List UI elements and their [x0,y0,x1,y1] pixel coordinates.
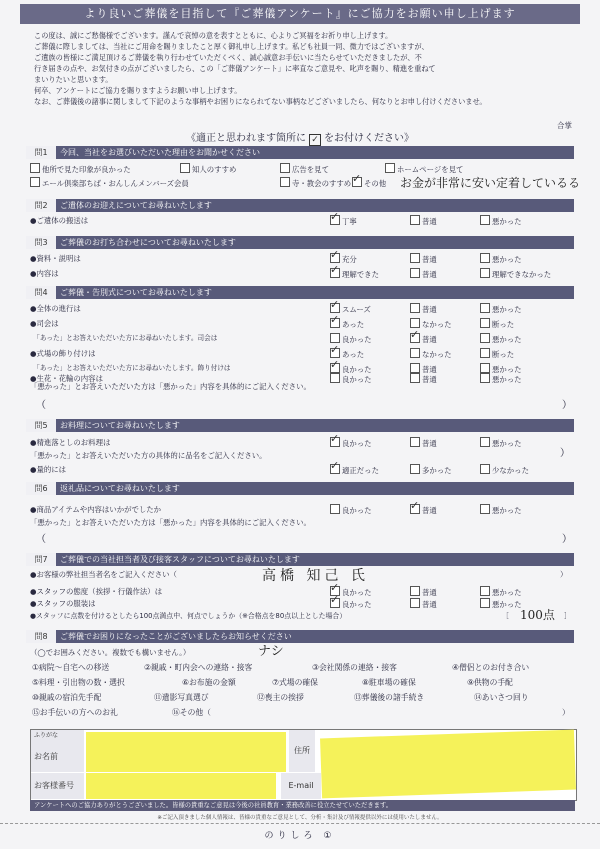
checkbox-checked[interactable] [330,432,340,447]
checkbox[interactable] [480,373,490,383]
check-icon: ✓ [330,298,340,311]
intro-line: まいりたいと思います。 [34,75,113,84]
option-label: 悪かった [492,439,522,448]
section-q8 [26,630,574,643]
furigana-label: ふりがな [31,730,84,742]
option-label: 普通 [422,506,437,515]
checkbox[interactable] [410,437,420,447]
option-label: 知人のすすめ [192,165,237,174]
intro-line: なお、ご葬儀後の諸事に関しまして下記のような事柄やお困りになられてない事柄などございましたら、何なりとお申し付けくださいませ。 [34,97,487,106]
option-label: 悪かった [492,600,522,609]
question-text: ●量的には [30,465,67,474]
option-label: 寺・教会のすすめ [292,179,352,188]
q8-answer: ナシ [258,644,284,659]
option-label: 普通 [422,255,437,264]
paren-open: （ [36,534,46,545]
list-item: ⑨供物の手配 [467,678,513,687]
check-icon: ✓ [410,499,420,512]
section-q4 [26,286,574,299]
paren-close: ） [562,708,570,717]
option-label: 丁寧 [342,217,357,226]
q7-score-row [30,611,575,622]
list-item: ②親戚・町内会への連絡・接客 [144,663,253,672]
checkbox[interactable] [330,504,340,514]
checkbox[interactable] [330,373,340,383]
check-icon: ✓ [410,328,420,341]
checkbox[interactable] [410,363,420,373]
intro-line: 行き届きの点や、お気付きの点がございましたら、この「ご葬儀アンケート」に率直なご意見や、叱声を賜り、精進を重ねて [34,64,436,73]
section-number: 問4 [26,286,56,299]
check-icon: ✓ [330,432,340,445]
score-answer: 100点 [520,608,555,622]
checkbox-checked[interactable] [330,298,340,313]
checkbox[interactable] [480,363,490,373]
checkbox[interactable] [410,598,420,608]
note-text: 「悪かった」とお答えいただいた方の具体的に品名をご記入ください。 [30,451,267,460]
question-text: ●全体の進行は [30,304,81,313]
checkbox[interactable] [280,163,290,173]
list-item: ⑯その他（ [172,708,211,717]
checkbox[interactable] [480,253,490,263]
checkbox-checked[interactable] [410,328,420,343]
option-label: 普通 [422,365,437,374]
option-label: 悪かった [492,506,522,515]
intro-text [34,30,574,107]
option-label: 良かった [342,588,372,597]
question-row [30,248,575,264]
option-label: 普通 [422,305,437,314]
check-icon: ✓ [330,210,340,223]
section-number: 問5 [26,419,56,432]
section-title: 返礼品についてお尋ねいたします [60,484,180,493]
check-icon: ✓ [330,343,340,356]
option-label: 普通 [422,439,437,448]
contact-form [30,729,577,801]
checkbox[interactable] [410,373,420,383]
question-row [30,343,575,359]
option-label: 悪かった [492,335,522,344]
option-label: 普通 [422,600,437,609]
checkbox-checked[interactable] [330,248,340,263]
option-label: ホームページを見て [397,165,464,174]
intro-line: ご遺族の皆様にご満足頂けるご葬儀を執り行わせていただくべく、誠心誠意お手伝いに当たらせていただきましたが、不 [34,53,422,62]
question-text: ●司会は [30,319,59,328]
checkbox-checked[interactable] [330,358,340,373]
checkbox-checked[interactable] [330,313,340,328]
fold-line [0,823,600,824]
checkbox[interactable] [480,303,490,313]
checkbox[interactable] [410,586,420,596]
section-title: 今回、当社をお選びいただいた理由をお聞かせください [60,148,260,157]
option-label: 良かった [342,375,372,384]
option-label: 充分 [342,255,357,264]
section-number: 問3 [26,236,56,249]
gassho-text: 合掌 [557,121,572,130]
instruction-after: をお付けください》 [324,133,414,144]
checkbox[interactable] [480,333,490,343]
option-label: 断った [492,350,515,359]
question-text: 「あった」とお答えいただいた方にお尋ねいたします。飾り付けは [30,364,231,372]
checkbox[interactable] [410,303,420,313]
check-icon: ✓ [330,248,340,261]
question-row [30,328,575,344]
checkbox[interactable] [330,333,340,343]
checkbox[interactable] [480,598,490,608]
question-text: ●商品アイテムや内容はいかがでしたか [30,505,162,514]
check-icon: ✓ [330,581,340,594]
question-row [30,581,575,597]
checkbox[interactable] [480,215,490,225]
list-item: ⑩親戚の宿泊先手配 [32,693,102,702]
question-row [30,210,575,226]
checkbox[interactable] [480,268,490,278]
check-icon: ✓ [330,313,340,326]
question-text: ●スタッフに点数を付けるとしたら100点満点中、何点でしょうか（※合格点を80点以上とした場合） [30,612,347,620]
paren-close: ） [560,570,568,579]
option-label: 少なかった [492,466,529,475]
checkbox-checked[interactable] [330,210,340,225]
section-title: お料理についてお尋ねいたします [60,421,180,430]
list-item: ⑦式場の確保 [272,678,318,687]
checkbox[interactable] [480,464,490,474]
option-label: エール倶楽部ちば・おんしんメンバーズ会員 [42,179,189,188]
checkbox[interactable] [410,268,420,278]
check-icon: ✓ [330,358,340,371]
question-row [30,593,575,609]
checkbox[interactable] [410,318,420,328]
option-label: 広告を見て [292,165,329,174]
question-row [30,459,575,475]
section-number: 問1 [26,146,56,159]
option-label: 普通 [422,335,437,344]
question-text: ●スタッフの服装は [30,599,96,608]
paren-open: （ [36,400,46,411]
question-text: ●精進落としのお料理は [30,438,111,447]
checkbox[interactable] [480,348,490,358]
option-label: 悪かった [492,375,522,384]
checkbox-checked[interactable] [330,343,340,358]
instruction [0,129,600,146]
option-label: 良かった [342,335,372,344]
question-row [30,373,575,384]
question-text: ●生花・花輪の内容は [30,374,103,383]
question-text: ●スタッフの態度（挨拶・行儀作法）は [30,587,163,596]
checkbox[interactable] [480,437,490,447]
checkbox-checked[interactable] [330,459,340,474]
question-text: 「あった」とお答えいただいた方にお尋ねいたします。司会は [30,334,218,342]
list-item: ⑭あいさつ回り [474,693,529,702]
list-item: ①病院〜自宅への移送 [32,663,110,672]
question-row [30,313,575,329]
address-label: 住所 [289,730,315,772]
section-number: 問8 [26,630,56,643]
list-item: ⑪遺影写真選び [154,693,209,702]
name-label: お名前 [31,742,84,772]
checkbox[interactable] [180,163,190,173]
option-label: 良かった [342,506,372,515]
customer-number-label: お客様番号 [31,773,84,799]
paren-open: ［ [502,612,509,620]
option-label: スムーズ [342,305,371,314]
question-row [30,432,575,448]
option-label: あった [342,350,365,359]
option-label: 断った [492,320,515,329]
intro-line: ご葬儀に際しましては、当社にご用命を賜りましたこと厚く御礼申し上げます。私ども社員一同、微力ではございますが、 [34,42,429,51]
q8-instruction [30,647,575,658]
q1-row1 [30,163,575,174]
q8-list [32,660,577,726]
check-icon: ✓ [330,593,340,606]
option-label: その他 [364,179,387,188]
q5-bad-note [30,450,575,461]
question-row [30,499,575,515]
check-icon: ✓ [330,263,340,276]
list-item: ⑧駐車場の確保 [362,678,416,687]
question-text: ●資料・説明は [30,254,81,263]
footer-bar: アンケートへのご協力ありがとうございました。皆様の貴重なご意見は今後の社員教育・業務改善に役立たせていただきます。 [30,800,575,811]
option-label: 悪かった [492,305,522,314]
note-text: 「悪かった」とお答えいただいた方は「悪かった」内容を具体的にご記入ください。 [30,382,311,391]
question-text: ●式場の飾り付けは [30,349,96,358]
question-row [30,263,575,279]
checkbox-checked[interactable] [330,263,340,278]
section-number: 問2 [26,199,56,212]
list-item: ③会社関係の連絡・接客 [312,663,397,672]
checkbox[interactable] [30,177,40,187]
option-label: なかった [422,350,452,359]
option-label: 適正だった [342,466,379,475]
paren-close: ］ [564,612,571,620]
checkbox[interactable] [410,348,420,358]
question-text: ●お客様の弊社担当者名をご記入ください（ [30,570,177,579]
option-label: 普通 [422,588,437,597]
q1-other-answer: お金が非常に安い定着しているる [400,176,581,190]
section-q3 [26,236,574,249]
checkbox[interactable] [410,253,420,263]
checkbox-checked[interactable] [410,499,420,514]
checkbox[interactable] [410,464,420,474]
intro-line: この度は、誠にご愁傷様でございます。謹んで哀悼の意を表すとともに、心よりご冥福をお祈り申し上げます。 [34,31,393,40]
list-item: ⑤料理・引出物の数・選択 [32,678,125,687]
option-label: 多かった [422,466,452,475]
checkbox[interactable] [480,504,490,514]
list-item: ④僧侶とのお付き合い [452,663,530,672]
checkbox-checked[interactable] [352,172,362,187]
intro-line: 何卒、アンケートにご協力を賜りますようお願い申し上げます。 [34,86,242,95]
checkbox-checked[interactable] [330,593,340,608]
section-q2 [26,199,574,212]
check-icon: ✓ [330,459,340,472]
checkbox[interactable] [410,215,420,225]
option-label: 普通 [422,217,437,226]
email-label: E-mail [281,773,321,799]
checkbox[interactable] [480,586,490,596]
check-icon: ✓ [352,172,362,185]
section-title: ご葬儀・告別式についてお尋ねいたします [60,288,212,297]
section-number: 問7 [26,553,56,566]
question-text: ●内容は [30,269,59,278]
fold-label: のりしろ ① [264,831,336,841]
paren-close: ） [562,534,572,545]
section-q6 [26,482,574,495]
list-item: ⑫喪主の挨拶 [257,693,304,702]
instruction-text: （◯でお囲みください。複数でも構いません。） [30,648,191,657]
note-text: 「悪かった」とお答えいただいた方は「悪かった」内容を具体的にご記入ください。 [30,518,311,527]
option-label: 他所で見た印象が良かった [42,165,131,174]
option-label: 良かった [342,600,372,609]
check-icon: ✓ [309,134,321,146]
section-q1 [26,146,574,159]
checkbox[interactable] [280,177,290,187]
survey-banner: より良いご葬儀を目指して『ご葬儀アンケート』にご協力をお願い申し上げます [20,4,580,24]
option-label: なかった [422,320,452,329]
list-item: ⑬葬儀後の諸手続き [354,693,425,702]
redaction-highlight-name [86,732,286,772]
section-number: 問6 [26,482,56,495]
redaction-highlight-number [86,773,276,799]
checkbox[interactable] [385,163,395,173]
option-label: 普通 [422,375,437,384]
option-label: 理解できた [342,270,379,279]
checkbox[interactable] [480,318,490,328]
redaction-highlight-address [320,730,576,799]
list-item: ⑥お布施の金額 [182,678,236,687]
option-label: 悪かった [492,588,522,597]
q6-bad-note [30,517,575,528]
paren-close: ） [560,448,570,459]
option-label: 悪かった [492,365,522,374]
question-text: ●ご遺体の搬送は [30,216,89,225]
staff-name-answer: 高橋 知己 氏 [262,568,369,584]
option-label: 理解できなかった [492,270,552,279]
checkbox[interactable] [30,163,40,173]
instruction-before: 《適正と思われます箇所に [186,133,306,144]
privacy-note: ※ご記入頂きました個人情報は、皆様の貴重なご意見として、分析・集計及び情報提供以外には使用いたしません。 [157,815,443,821]
list-item: ⑮お手伝いの方へのお礼 [32,708,118,717]
section-title: ご葬儀でお困りになったことがございましたらお知らせください [60,632,292,641]
option-label: 普通 [422,270,437,279]
option-label: 良かった [342,365,372,374]
option-label: 悪かった [492,255,522,264]
section-q5 [26,419,574,432]
section-title: ご遺体のお迎えについてお尋ねいたします [60,201,212,210]
option-label: あった [342,320,365,329]
option-label: 悪かった [492,217,522,226]
section-title: ご葬儀のお打ち合わせについてお尋ねいたします [60,238,236,247]
question-row [30,298,575,314]
option-label: 良かった [342,439,372,448]
paren-close: ） [562,400,572,411]
section-title: ご葬儀での当社担当者及び接客スタッフについてお尋ねいたします [60,555,300,564]
